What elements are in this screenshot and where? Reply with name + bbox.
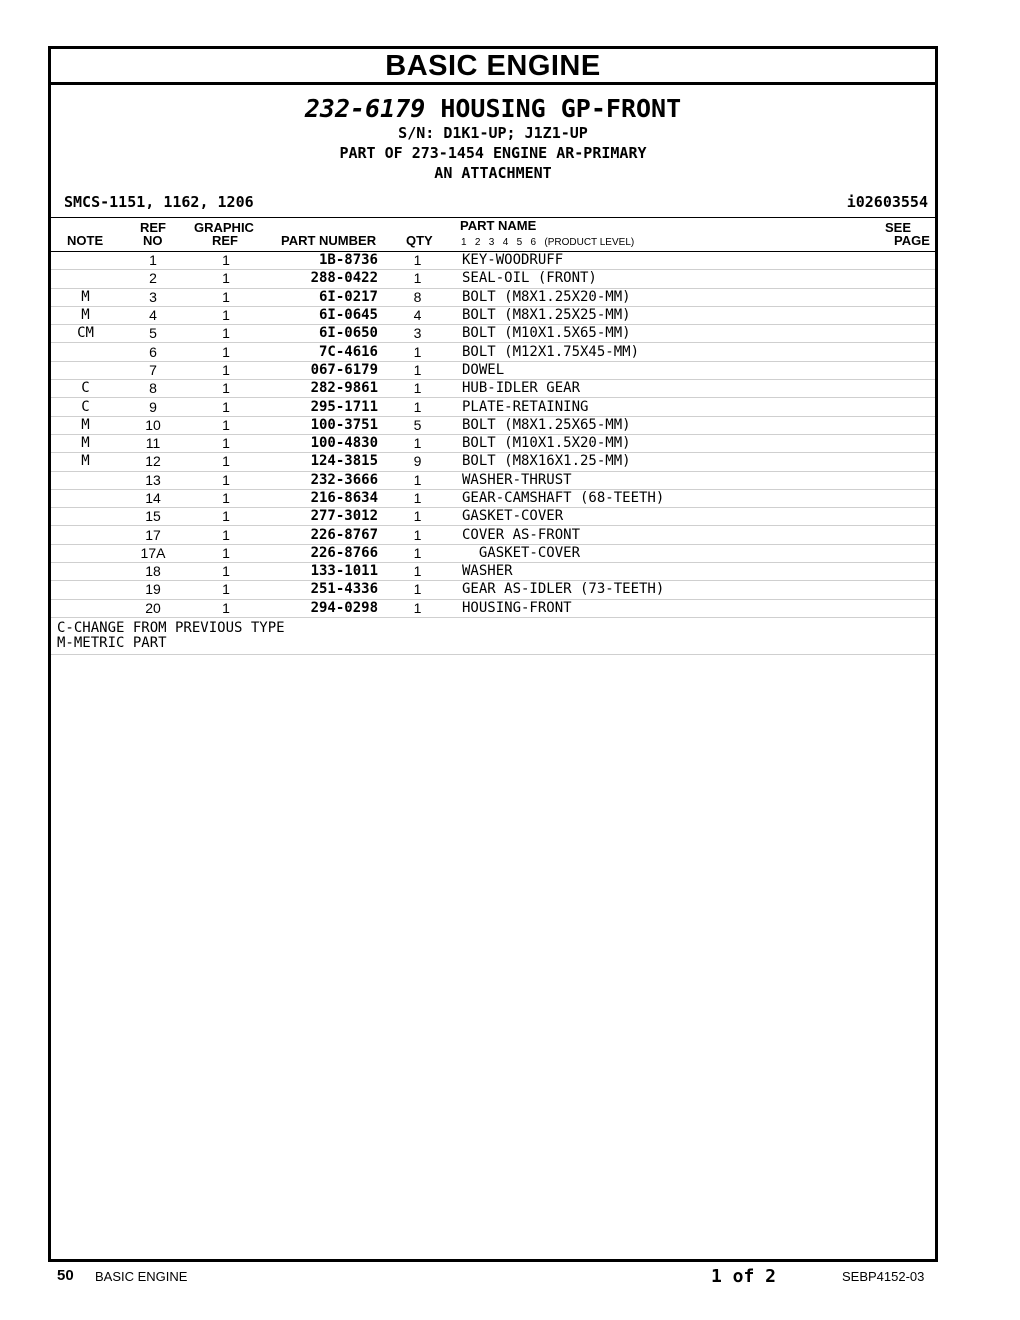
cell-pnum: 6I-0217: [266, 288, 378, 306]
cell-note: CM: [51, 325, 120, 343]
cell-ref: 15: [120, 508, 186, 526]
cell-note: [51, 471, 120, 489]
cell-name: GASKET-COVER: [457, 508, 935, 526]
table-row: [51, 434, 935, 452]
cell-name: PLATE-RETAINING: [457, 398, 935, 416]
page-footer: [0, 1266, 1020, 1288]
cell-gref: 1: [186, 526, 266, 544]
page-of: 1 of 2: [711, 1266, 777, 1287]
cell-gref: 1: [186, 325, 266, 343]
table-row: [51, 343, 935, 361]
cell-gref: 1: [186, 380, 266, 398]
cell-name: HOUSING-FRONT: [457, 599, 935, 617]
cell-name: WASHER: [457, 563, 935, 581]
cell-ref: 12: [120, 453, 186, 471]
cell-note: [51, 508, 120, 526]
table-row: [51, 489, 935, 507]
cell-note: M: [51, 288, 120, 306]
cell-qty: 1: [378, 434, 457, 452]
cell-ref: 9: [120, 398, 186, 416]
cell-qty: 8: [378, 288, 457, 306]
column-headers: [51, 217, 935, 252]
cell-pnum: 226-8766: [266, 544, 378, 562]
part-of-line: PART OF 273-1454 ENGINE AR-PRIMARY: [339, 144, 647, 162]
table-row: [51, 325, 935, 343]
table-row: [51, 544, 935, 562]
cell-pnum: 282-9861: [266, 380, 378, 398]
col-part-name: PART NAME: [460, 218, 537, 233]
cell-name: KEY-WOODRUFF: [457, 252, 935, 270]
cell-ref: 19: [120, 581, 186, 599]
col-product-levels: 1 2 3 4 5 6 (PRODUCT LEVEL): [461, 237, 635, 248]
cell-note: [51, 544, 120, 562]
attachment-line: AN ATTACHMENT: [434, 164, 552, 182]
cell-gref: 1: [186, 544, 266, 562]
serial-range: S/N: D1K1-UP; J1Z1-UP: [398, 124, 588, 142]
cell-qty: 1: [378, 526, 457, 544]
cell-ref: 6: [120, 343, 186, 361]
cell-name: GEAR-CAMSHAFT (68-TEETH): [457, 489, 935, 507]
cell-gref: 1: [186, 453, 266, 471]
cell-gref: 1: [186, 361, 266, 379]
cell-note: [51, 563, 120, 581]
parts-table: [51, 252, 935, 618]
cell-ref: 13: [120, 471, 186, 489]
table-row: [51, 508, 935, 526]
cell-note: [51, 599, 120, 617]
cell-name: BOLT (M12X1.75X45-MM): [457, 343, 935, 361]
col-qty: QTY: [406, 233, 433, 248]
cell-qty: 1: [378, 544, 457, 562]
cell-pnum: 100-3751: [266, 416, 378, 434]
cell-ref: 3: [120, 288, 186, 306]
cell-ref: 20: [120, 599, 186, 617]
table-row: [51, 581, 935, 599]
cell-note: [51, 361, 120, 379]
table-row: [51, 416, 935, 434]
cell-qty: 1: [378, 361, 457, 379]
cell-gref: 1: [186, 343, 266, 361]
group-title: [51, 95, 935, 123]
cell-name: SEAL-OIL (FRONT): [457, 270, 935, 288]
cell-gref: 1: [186, 599, 266, 617]
cell-name: WASHER-THRUST: [457, 471, 935, 489]
notes-legend: [51, 618, 935, 655]
cell-ref: 17A: [120, 544, 186, 562]
cell-note: [51, 252, 120, 270]
table-row: [51, 599, 935, 617]
cell-name: BOLT (M8X1.25X25-MM): [457, 306, 935, 324]
col-see-1: SEE: [885, 220, 912, 235]
cell-pnum: 295-1711: [266, 398, 378, 416]
table-row: [51, 526, 935, 544]
cell-note: M: [51, 416, 120, 434]
page-number: 50: [57, 1267, 74, 1284]
cell-qty: 1: [378, 563, 457, 581]
cell-ref: 4: [120, 306, 186, 324]
smcs-row: [51, 193, 935, 215]
cell-qty: 5: [378, 416, 457, 434]
cell-qty: 4: [378, 306, 457, 324]
cell-pnum: 6I-0650: [266, 325, 378, 343]
smcs-codes: SMCS-1151, 1162, 1206: [64, 193, 254, 211]
col-see-2: PAGE: [894, 233, 930, 248]
table-row: [51, 380, 935, 398]
cell-pnum: 067-6179: [266, 361, 378, 379]
table-row: [51, 453, 935, 471]
cell-pnum: 251-4336: [266, 581, 378, 599]
cell-name: BOLT (M8X1.25X65-MM): [457, 416, 935, 434]
cell-gref: 1: [186, 508, 266, 526]
cell-pnum: 6I-0645: [266, 306, 378, 324]
cell-name: GEAR AS-IDLER (73-TEETH): [457, 581, 935, 599]
cell-name: COVER AS-FRONT: [457, 526, 935, 544]
cell-gref: 1: [186, 288, 266, 306]
cell-ref: 11: [120, 434, 186, 452]
cell-qty: 1: [378, 471, 457, 489]
cell-pnum: 226-8767: [266, 526, 378, 544]
group-part-title: HOUSING GP-FRONT: [440, 94, 682, 123]
cell-gref: 1: [186, 471, 266, 489]
col-note: NOTE: [67, 233, 104, 248]
cell-qty: 1: [378, 343, 457, 361]
cell-gref: 1: [186, 581, 266, 599]
cell-ref: 17: [120, 526, 186, 544]
col-ref-1: REF: [140, 220, 166, 235]
page-frame: [48, 46, 938, 1262]
col-ref-2: NO: [143, 233, 163, 248]
cell-note: [51, 489, 120, 507]
table-row: [51, 398, 935, 416]
cell-pnum: 232-3666: [266, 471, 378, 489]
cell-pnum: 216-8634: [266, 489, 378, 507]
cell-gref: 1: [186, 306, 266, 324]
cell-name: BOLT (M8X1.25X20-MM): [457, 288, 935, 306]
table-row: [51, 306, 935, 324]
note-legend-line: C-CHANGE FROM PREVIOUS TYPE: [57, 619, 285, 636]
cell-pnum: 277-3012: [266, 508, 378, 526]
cell-ref: 2: [120, 270, 186, 288]
cell-ref: 14: [120, 489, 186, 507]
cell-note: [51, 581, 120, 599]
table-row: [51, 563, 935, 581]
group-part-number: 232-6179: [304, 94, 426, 123]
cell-ref: 5: [120, 325, 186, 343]
table-row: [51, 270, 935, 288]
cell-qty: 1: [378, 599, 457, 617]
cell-note: C: [51, 398, 120, 416]
cell-name: BOLT (M10X1.5X20-MM): [457, 434, 935, 452]
cell-name: BOLT (M10X1.5X65-MM): [457, 325, 935, 343]
cell-gref: 1: [186, 252, 266, 270]
cell-ref: 18: [120, 563, 186, 581]
document-id: SEBP4152-03: [842, 1269, 925, 1284]
cell-pnum: 294-0298: [266, 599, 378, 617]
cell-name: DOWEL: [457, 361, 935, 379]
cell-qty: 9: [378, 453, 457, 471]
illustration-id: i02603554: [846, 193, 928, 211]
cell-qty: 3: [378, 325, 457, 343]
cell-name: BOLT (M8X16X1.25-MM): [457, 453, 935, 471]
cell-note: C: [51, 380, 120, 398]
table-row: [51, 471, 935, 489]
cell-note: [51, 343, 120, 361]
cell-name: HUB-IDLER GEAR: [457, 380, 935, 398]
cell-pnum: 124-3815: [266, 453, 378, 471]
cell-gref: 1: [186, 270, 266, 288]
cell-note: [51, 270, 120, 288]
cell-pnum: 7C-4616: [266, 343, 378, 361]
cell-qty: 1: [378, 398, 457, 416]
cell-pnum: 1B-8736: [266, 252, 378, 270]
cell-gref: 1: [186, 489, 266, 507]
cell-qty: 1: [378, 489, 457, 507]
cell-note: M: [51, 434, 120, 452]
cell-qty: 1: [378, 508, 457, 526]
cell-qty: 1: [378, 270, 457, 288]
cell-ref: 8: [120, 380, 186, 398]
table-row: [51, 252, 935, 270]
table-row: [51, 288, 935, 306]
cell-gref: 1: [186, 434, 266, 452]
cell-name: GASKET-COVER: [457, 544, 935, 562]
cell-gref: 1: [186, 563, 266, 581]
col-part-number: PART NUMBER: [281, 233, 377, 248]
cell-note: [51, 526, 120, 544]
section-title: BASIC ENGINE: [51, 49, 935, 85]
table-row: [51, 361, 935, 379]
cell-gref: 1: [186, 416, 266, 434]
cell-qty: 1: [378, 252, 457, 270]
cell-pnum: 288-0422: [266, 270, 378, 288]
cell-pnum: 100-4830: [266, 434, 378, 452]
footer-section: BASIC ENGINE: [95, 1269, 188, 1284]
cell-pnum: 133-1011: [266, 563, 378, 581]
col-graphic-1: GRAPHIC: [194, 220, 254, 235]
cell-qty: 1: [378, 581, 457, 599]
cell-qty: 1: [378, 380, 457, 398]
col-graphic-2: REF: [212, 233, 238, 248]
group-header: [51, 95, 935, 183]
cell-note: M: [51, 306, 120, 324]
cell-ref: 7: [120, 361, 186, 379]
cell-ref: 10: [120, 416, 186, 434]
cell-note: M: [51, 453, 120, 471]
cell-gref: 1: [186, 398, 266, 416]
note-legend-line: M-METRIC PART: [57, 634, 167, 651]
cell-ref: 1: [120, 252, 186, 270]
